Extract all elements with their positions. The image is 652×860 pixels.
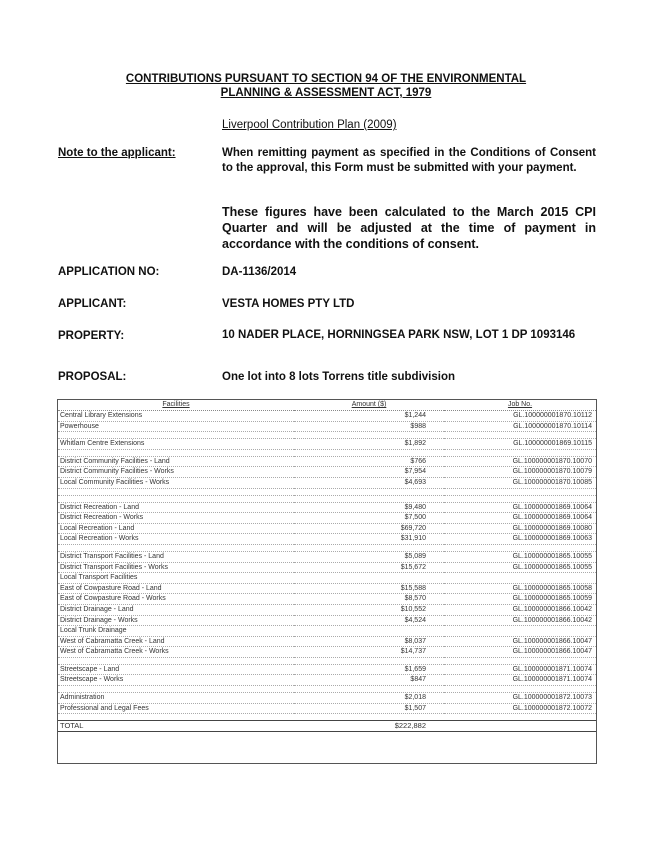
amount-cell: $1,659 (294, 664, 444, 675)
job-no-header: Job No. (444, 400, 596, 411)
job-no-cell (444, 488, 596, 495)
facility-cell: District Community Facilities - Works (58, 467, 294, 478)
amount-cell: $8,570 (294, 594, 444, 605)
table-row (58, 675, 596, 686)
form-title-line-2: PLANNING & ASSESSMENT ACT, 1979 (220, 87, 432, 99)
facility-cell: Central Library Extensions (58, 411, 294, 422)
amount-cell (294, 686, 444, 693)
amount-cell (294, 657, 444, 664)
total-job-cell (444, 721, 596, 732)
job-no-cell (444, 714, 596, 721)
table-header-row (58, 400, 596, 411)
amount-cell: $9,480 (294, 502, 444, 513)
facility-cell: District Community Facilities - Land (58, 456, 294, 467)
note-cpi-text: These figures have been calculated to the March 2015 CPI Quarter and will be adjusted at the time of payment in accordance with the conditions of consent. (222, 205, 596, 251)
facility-cell: West of Cabramatta Creek - Works (58, 647, 294, 658)
table-row (58, 703, 596, 714)
table-row (58, 562, 596, 573)
amount-cell: $4,693 (294, 477, 444, 488)
facility-cell (58, 544, 294, 551)
table-row (58, 421, 596, 432)
amount-cell: $10,552 (294, 604, 444, 615)
facility-cell: Whitlam Centre Extensions (58, 439, 294, 450)
job-no-cell: GL.100000001870.10079 (444, 467, 596, 478)
amount-cell: $847 (294, 675, 444, 686)
property-value: 10 NADER PLACE, HORNINGSEA PARK NSW, LOT 1 DP 1093146 (222, 329, 576, 341)
table-spacer-row (58, 449, 596, 456)
facility-cell (58, 488, 294, 495)
facility-cell: Professional and Legal Fees (58, 703, 294, 714)
total-value: $222,882 (294, 721, 444, 732)
amount-cell: $15,588 (294, 583, 444, 594)
job-no-cell: GL.100000001869.10115 (444, 439, 596, 450)
note-remittance-text: When remitting payment as specified in the Conditions of Consent to the approval, this Form must be submitted with your payment. (222, 147, 596, 174)
applicant-value: VESTA HOMES PTY LTD (222, 298, 355, 310)
amount-cell (294, 626, 444, 637)
facility-cell: Powerhouse (58, 421, 294, 432)
facility-cell (58, 432, 294, 439)
table-row (58, 615, 596, 626)
job-no-cell: GL.100000001866.10042 (444, 604, 596, 615)
amount-cell: $1,892 (294, 439, 444, 450)
job-no-cell: GL.100000001865.10055 (444, 551, 596, 562)
facility-cell (58, 495, 294, 502)
job-no-cell (444, 495, 596, 502)
facility-cell: Local Recreation - Land (58, 523, 294, 534)
table-row (58, 513, 596, 524)
table-row (58, 534, 596, 545)
amount-cell: $2,018 (294, 693, 444, 704)
application-no-value: DA-1136/2014 (222, 266, 297, 278)
facility-cell: District Drainage - Works (58, 615, 294, 626)
facility-cell: Local Community Facilities - Works (58, 477, 294, 488)
amount-header: Amount ($) (294, 400, 444, 411)
table-row (58, 583, 596, 594)
total-label: TOTAL (58, 721, 294, 732)
amount-cell (294, 714, 444, 721)
job-no-cell: GL.100000001869.10064 (444, 513, 596, 524)
job-no-cell (444, 657, 596, 664)
facility-cell: District Drainage - Land (58, 604, 294, 615)
property-label: PROPERTY: (58, 330, 125, 342)
job-no-cell (444, 449, 596, 456)
job-no-cell: GL.100000001869.10064 (444, 502, 596, 513)
table-row (58, 477, 596, 488)
facility-cell: East of Cowpasture Road - Works (58, 594, 294, 605)
application-no-label: APPLICATION NO: (58, 266, 160, 278)
table-row (58, 647, 596, 658)
job-no-cell (444, 626, 596, 637)
table-row (58, 439, 596, 450)
table-row (58, 693, 596, 704)
facility-cell: East of Cowpasture Road - Land (58, 583, 294, 594)
amount-cell: $766 (294, 456, 444, 467)
job-no-cell: GL.100000001871.10074 (444, 664, 596, 675)
table-spacer-row (58, 432, 596, 439)
amount-cell: $7,500 (294, 513, 444, 524)
amount-cell (294, 432, 444, 439)
table-row (58, 551, 596, 562)
job-no-cell: GL.100000001870.10112 (444, 411, 596, 422)
amount-cell: $69,720 (294, 523, 444, 534)
job-no-cell (444, 432, 596, 439)
table-row (58, 604, 596, 615)
facility-cell: Streetscape - Land (58, 664, 294, 675)
applicant-label: APPLICANT: (58, 298, 127, 310)
table-body (58, 411, 596, 721)
facility-cell (58, 449, 294, 456)
form-title-line-1: CONTRIBUTIONS PURSUANT TO SECTION 94 OF THE ENVIRONMENTAL (125, 73, 527, 85)
amount-cell: $7,954 (294, 467, 444, 478)
amount-cell: $31,910 (294, 534, 444, 545)
total-row (58, 721, 596, 732)
amount-cell (294, 449, 444, 456)
table-row (58, 502, 596, 513)
job-no-cell: GL.100000001866.10047 (444, 647, 596, 658)
job-no-cell: GL.100000001865.10058 (444, 583, 596, 594)
facility-cell: Local Trunk Drainage (58, 626, 294, 637)
table-row (58, 664, 596, 675)
job-no-cell: GL.100000001870.10070 (444, 456, 596, 467)
note-label: Note to the applicant: (58, 147, 176, 159)
facility-cell (58, 686, 294, 693)
amount-cell: $1,507 (294, 703, 444, 714)
amount-cell (294, 544, 444, 551)
facility-cell: West of Cabramatta Creek - Land (58, 636, 294, 647)
table-row (58, 573, 596, 584)
job-no-cell: GL.100000001865.10055 (444, 562, 596, 573)
table-row (58, 411, 596, 422)
job-no-cell: GL.100000001872.10072 (444, 703, 596, 714)
facility-cell (58, 657, 294, 664)
table-row (58, 594, 596, 605)
facility-cell (58, 714, 294, 721)
job-no-cell: GL.100000001866.10042 (444, 615, 596, 626)
job-no-cell (444, 686, 596, 693)
amount-cell: $8,037 (294, 636, 444, 647)
job-no-cell (444, 544, 596, 551)
amount-cell: $15,672 (294, 562, 444, 573)
facility-cell: Local Transport Facilities (58, 573, 294, 584)
table-spacer-row (58, 686, 596, 693)
amount-cell: $5,089 (294, 551, 444, 562)
contributions-table (58, 400, 596, 732)
table-spacer-row (58, 544, 596, 551)
table-row (58, 626, 596, 637)
job-no-cell: GL.100000001866.10047 (444, 636, 596, 647)
job-no-cell: GL.100000001870.10085 (444, 477, 596, 488)
proposal-label: PROPOSAL: (58, 371, 127, 383)
job-no-cell: GL.100000001872.10073 (444, 693, 596, 704)
table-spacer-row (58, 488, 596, 495)
contribution-plan-name: Liverpool Contribution Plan (2009) (222, 119, 397, 131)
facility-cell: Streetscape - Works (58, 675, 294, 686)
table-spacer-row (58, 495, 596, 502)
amount-cell (294, 495, 444, 502)
amount-cell (294, 488, 444, 495)
table-row (58, 523, 596, 534)
job-no-cell (444, 573, 596, 584)
table-spacer-row (58, 714, 596, 721)
table-row (58, 467, 596, 478)
facility-cell: District Recreation - Land (58, 502, 294, 513)
amount-cell: $1,244 (294, 411, 444, 422)
proposal-value: One lot into 8 lots Torrens title subdivision (222, 371, 455, 383)
facility-cell: District Recreation - Works (58, 513, 294, 524)
table-spacer-row (58, 657, 596, 664)
job-no-cell: GL.100000001869.10063 (444, 534, 596, 545)
job-no-cell: GL.100000001871.10074 (444, 675, 596, 686)
facility-cell: District Transport Facilities - Land (58, 551, 294, 562)
facilities-header: Facilities (58, 400, 294, 411)
amount-cell: $988 (294, 421, 444, 432)
facility-cell: Local Recreation - Works (58, 534, 294, 545)
job-no-cell: GL.100000001865.10059 (444, 594, 596, 605)
table-row (58, 456, 596, 467)
job-no-cell: GL.100000001870.10114 (444, 421, 596, 432)
amount-cell: $14,737 (294, 647, 444, 658)
table-row (58, 636, 596, 647)
amount-cell (294, 573, 444, 584)
facility-cell: District Transport Facilities - Works (58, 562, 294, 573)
facility-cell: Administration (58, 693, 294, 704)
job-no-cell: GL.100000001869.10080 (444, 523, 596, 534)
amount-cell: $4,524 (294, 615, 444, 626)
